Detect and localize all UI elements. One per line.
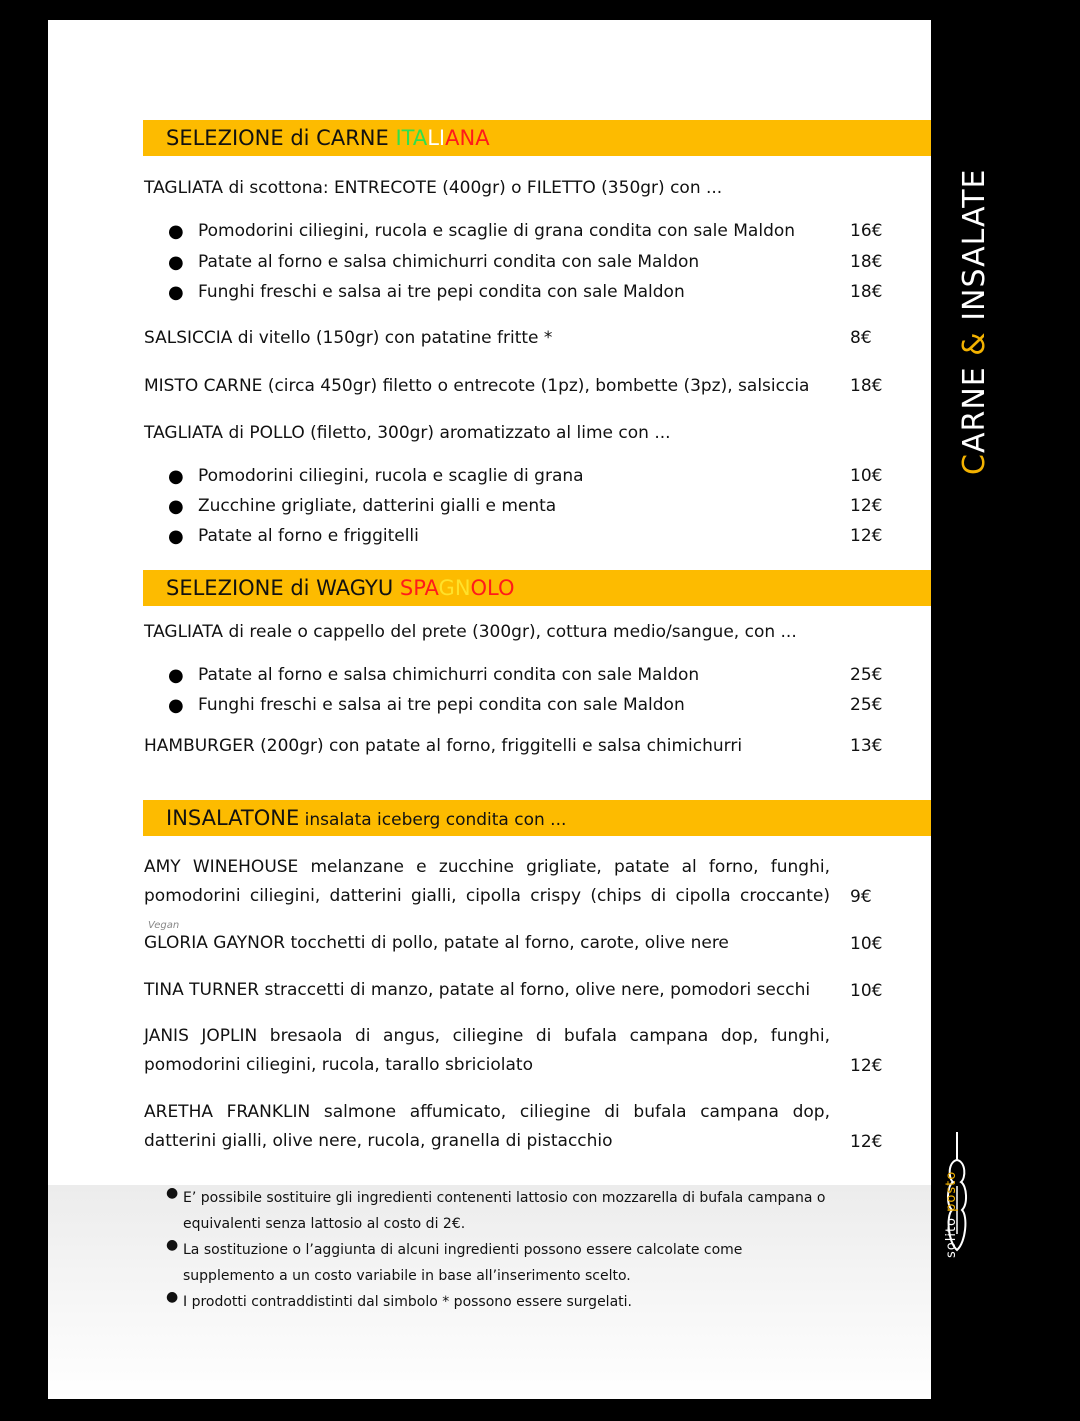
hamburger-item: HAMBURGER (200gr) con patate al forno, friggitelli e salsa chimichurri [144,736,743,756]
menu-item: Pomodorini ciliegini, rucola e scaglie di grana [198,466,584,486]
misto-carne-item: MISTO CARNE (circa 450gr) filetto o entrecote (1pz), bombette (3pz), salsiccia [144,376,810,396]
menu-price: 9€ [850,887,872,907]
sidebar-title: CARNE & INSALATE [957,168,992,475]
bullet: ● [168,221,184,242]
menu-price: 10€ [850,981,883,1001]
tagliata-pollo-header: TAGLIATA di POLLO (filetto, 300gr) aromatizzato al lime con ... [144,423,671,443]
bullet: ● [168,695,184,716]
menu-price: 18€ [850,376,883,396]
note-frozen: I prodotti contraddistinti dal simbolo * possono essere surgelati. [183,1294,632,1310]
menu-price: 12€ [850,1132,883,1152]
bullet: ● [168,496,184,517]
salad-amy-winehouse: AMY WINEHOUSE melanzane e zucchine grigliate, patate al forno, funghi, pomodorini ciliegini, datterini gialli, cipolla crispy (chips di cipolla croccante)Vegan [144,853,830,941]
menu-item: Funghi freschi e salsa ai tre pepi condita con sale Maldon [198,695,685,715]
menu-item: Pomodorini ciliegini, rucola e scaglie di grana condita con sale Maldon [198,221,796,241]
note-lactose: E’ possibile sostituire gli ingredienti contenenti lattosio con mozzarella di bufala campana o equivalenti senza lattosio al costo di 2€. [183,1190,826,1232]
menu-price: 8€ [850,328,872,348]
bullet: ● [166,1237,179,1253]
bullet: ● [168,466,184,487]
menu-price: 10€ [850,934,883,954]
tagliata-wagyu-header: TAGLIATA di reale o cappello del prete (300gr), cottura medio/sangue, con ... [144,622,797,642]
menu-price: 18€ [850,282,883,302]
salsiccia-item: SALSICCIA di vitello (150gr) con patatine fritte * [144,328,553,348]
logo-wordmark: solito posto [944,1170,959,1258]
tagliata-scottona-header: TAGLIATA di scottona: ENTRECOTE (400gr) o FILETTO (350gr) con ... [144,178,723,198]
bullet: ● [166,1185,179,1201]
menu-item: Zucchine grigliate, datterini gialli e menta [198,496,557,516]
menu-item: Patate al forno e salsa chimichurri condita con sale Maldon [198,252,700,272]
bullet: ● [168,526,184,547]
bullet: ● [168,252,184,273]
salad-janis-joplin: JANIS JOPLIN bresaola di angus, ciliegine di bufala campana dop, funghi, pomodorini ciliegini, rucola, tarallo sbriciolato [144,1026,830,1075]
vegan-badge-icon: Vegan [148,920,180,931]
salad-tina-turner: TINA TURNER straccetti di manzo, patate al forno, olive nere, pomodori secchi [144,980,811,1000]
menu-price: 16€ [850,221,883,241]
salad-aretha-franklin: ARETHA FRANKLIN salmone affumicato, ciliegine di bufala campana dop, datterini gialli, olive nere, rucola, granella di pistacchio [144,1102,830,1151]
bullet: ● [168,282,184,303]
menu-price: 25€ [850,695,883,715]
menu-price: 12€ [850,496,883,516]
menu-price: 12€ [850,526,883,546]
menu-price: 18€ [850,252,883,272]
menu-price: 12€ [850,1056,883,1076]
menu-item: Patate al forno e friggitelli [198,526,419,546]
section-title-insalatone: INSALATONE insalata iceberg condita con ... [166,806,567,830]
menu-item: Patate al forno e salsa chimichurri condita con sale Maldon [198,665,700,685]
menu-price: 25€ [850,665,883,685]
menu-item: Funghi freschi e salsa ai tre pepi condita con sale Maldon [198,282,685,302]
bullet: ● [166,1289,179,1305]
bullet: ● [168,665,184,686]
menu-price: 10€ [850,466,883,486]
section-title-carne: SELEZIONE di CARNE ITALIANA [166,126,490,150]
salad-gloria-gaynor: GLORIA GAYNOR tocchetti di pollo, patate al forno, carote, olive nere [144,933,729,953]
menu-price: 13€ [850,736,883,756]
section-title-wagyu: SELEZIONE di WAGYU SPAGNOLO [166,576,515,600]
note-substitution: La sostituzione o l’aggiunta di alcuni ingredienti possono essere calcolate come supplemento a un costo variabile in base all’inserimento scelto. [183,1242,743,1284]
